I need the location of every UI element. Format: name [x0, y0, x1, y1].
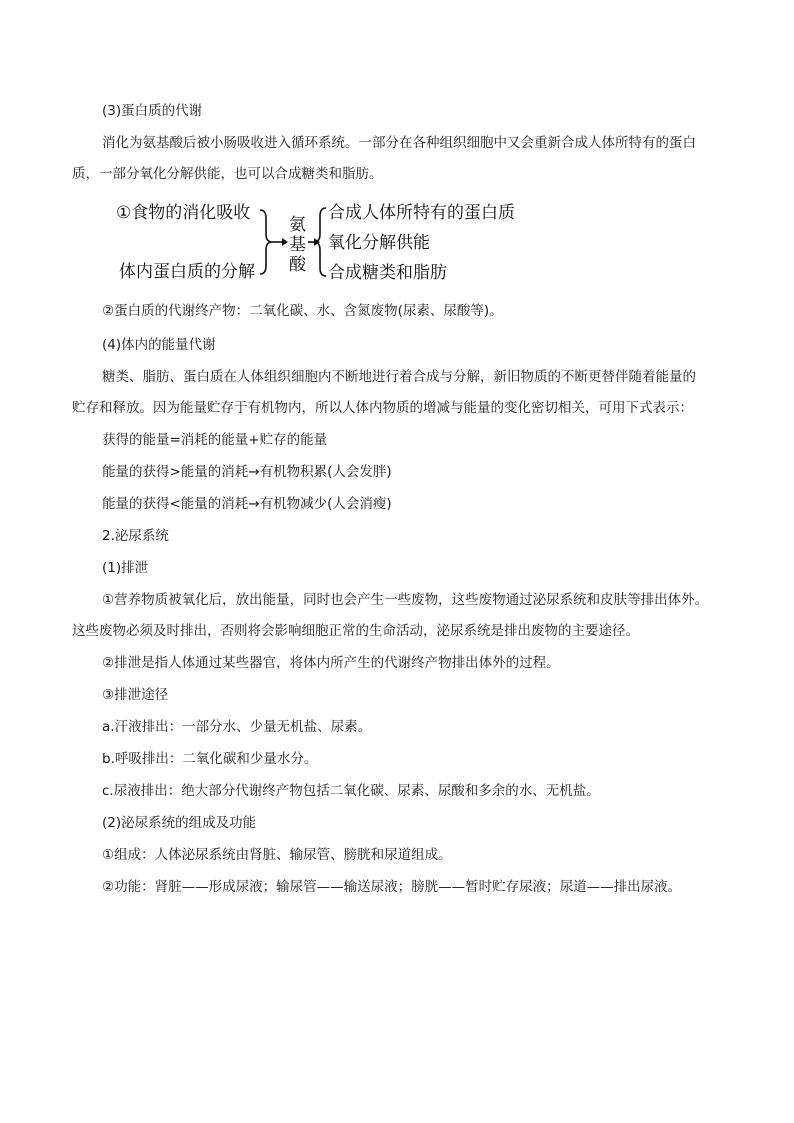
excretion-route-a: a.汗液排出：一部分水、少量无机盐、尿素。 — [102, 719, 372, 735]
excretion-route-b: b.呼吸排出：二氧化碳和少量水分。 — [102, 751, 318, 767]
energy-formula-2: 能量的获得>能量的消耗→有机物积累(人会发胖) — [102, 464, 392, 480]
left-brace — [260, 210, 272, 274]
diagram-outcome-2: 氧化分解供能 — [328, 233, 430, 253]
urinary-system-title: 2.泌尿系统 — [102, 528, 169, 544]
diagram-source-2: 体内蛋白质的分解 — [119, 262, 255, 282]
energy-formula-1: 获得的能量=消耗的能量+贮存的能量 — [102, 432, 328, 448]
excretion-item-1-line-1: ①营养物质被氧化后，放出能量，同时也会产生一些废物，这些废物通过泌尿系统和皮肤等排出体外。 — [102, 592, 709, 608]
energy-formula-3: 能量的获得<能量的消耗→有机物减少(人会消瘦) — [102, 496, 392, 512]
urinary-composition-title: (2)泌尿系统的组成及功能 — [102, 815, 257, 831]
protein-paragraph-line-2: 质，一部分氧化分解供能，也可以合成糖类和脂肪。 — [72, 166, 383, 182]
protein-end-products: ②蛋白质的代谢终产物：二氧化碳、水、含氮废物(尿素、尿酸等)。 — [102, 303, 503, 319]
protein-paragraph-line-1: 消化为氨基酸后被小肠吸收进入循环系统。一部分在各种组织细胞中又会重新合成人体所特有的蛋白 — [102, 135, 696, 151]
protein-metabolism-diagram — [100, 196, 540, 288]
energy-metabolism-title: (4)体内的能量代谢 — [102, 337, 216, 353]
diagram-outcome-1: 合成人体所特有的蛋白质 — [328, 203, 515, 223]
diagram-middle-char-3: 酸 — [289, 255, 306, 275]
excretion-route-c: c.尿液排出：绝大部分代谢终产物包括二氧化碳、尿素、尿酸和多余的水、无机盐。 — [102, 783, 600, 799]
energy-paragraph-line-1: 糖类、脂肪、蛋白质在人体组织细胞内不断地进行着合成与分解，新旧物质的不断更替伴随着能量的 — [102, 369, 696, 385]
excretion-title: (1)排泄 — [102, 560, 149, 576]
urinary-function: ②功能：肾脏——形成尿液；输尿管——输送尿液；膀胱——暂时贮存尿液；尿道——排出尿液。 — [102, 879, 682, 895]
diagram-middle-char-2: 基 — [289, 235, 306, 255]
urinary-composition: ①组成：人体泌尿系统由肾脏、输尿管、膀胱和尿道组成。 — [102, 847, 452, 863]
excretion-item-2: ②排泄是指人体通过某些器官，将体内所产生的代谢终产物排出体外的过程。 — [102, 655, 560, 671]
diagram-outcome-3: 合成糖类和脂肪 — [328, 263, 447, 283]
arrow-to-amino-acid-head — [282, 238, 288, 246]
excretion-item-3: ③排泄途径 — [102, 687, 169, 703]
diagram-source-1: ①食物的消化吸收 — [116, 203, 251, 223]
energy-paragraph-line-2: 贮存和释放。因为能量贮存于有机物内，所以人体内物质的增减与能量的变化密切相关，可用下式表示： — [72, 400, 693, 416]
protein-metabolism-title: (3)蛋白质的代谢 — [102, 103, 203, 119]
diagram-middle-char-1: 氨 — [289, 215, 306, 235]
excretion-item-1-line-2: 这些废物必须及时排出，否则将会影响细胞正常的生命活动，泌尿系统是排出废物的主要途径。 — [72, 623, 639, 639]
